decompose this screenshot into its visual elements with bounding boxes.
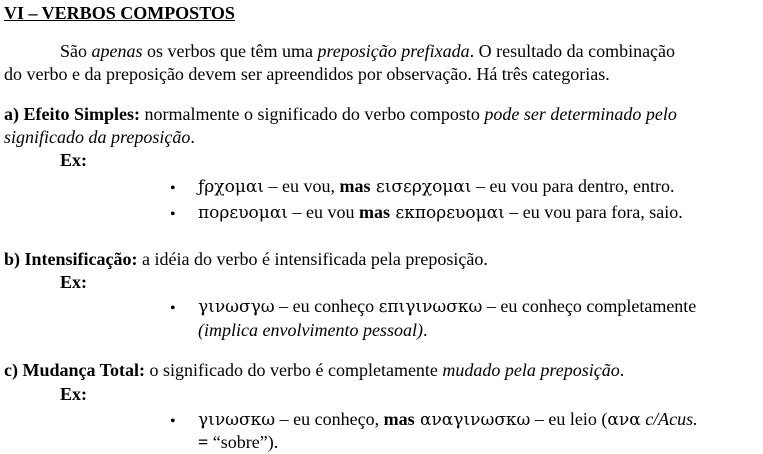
intro-emphasis: apenas xyxy=(91,41,143,61)
grammar-note: c/Acus. xyxy=(640,409,698,429)
example-a-2 xyxy=(198,201,683,225)
translation: – eu conheço completamente xyxy=(482,296,697,316)
category-b-heading: b) Intensificação: xyxy=(4,249,138,269)
intro-emphasis: preposição prefixada xyxy=(317,41,470,61)
category-c-text: o significado do verbo é completamente xyxy=(145,360,443,380)
category-a-line-2 xyxy=(4,126,195,149)
intro-line-1 xyxy=(60,40,675,63)
translation: – eu vou para fora, saio. xyxy=(504,202,683,222)
example-b-1 xyxy=(198,295,696,319)
category-a-emphasis: pode ser determinado pelo xyxy=(484,104,677,124)
category-c-line-1 xyxy=(4,359,624,382)
contrast-word: mas xyxy=(358,202,390,222)
category-a-heading: a) Efeito Simples: xyxy=(4,104,140,124)
example-b-1-line-2 xyxy=(198,319,427,342)
translation: – eu vou, xyxy=(264,176,340,196)
note-emphasis: (implica envolvimento pessoal) xyxy=(198,320,423,340)
category-a-emphasis: significado da preposição xyxy=(4,127,191,147)
greek-word: γινωσγω xyxy=(198,297,275,317)
example-label-a: Ex: xyxy=(60,150,87,170)
bullet-icon: • xyxy=(170,300,176,317)
category-b-line-1 xyxy=(4,248,488,271)
example-a-1 xyxy=(198,175,674,199)
greek-word: ανα xyxy=(607,410,641,430)
translation: – eu conheço xyxy=(274,296,379,316)
contrast-word: mas xyxy=(339,176,371,196)
intro-text: . O resultado da combinação xyxy=(469,41,676,61)
greek-word: επιγινωσκω xyxy=(378,297,483,317)
greek-word: πορευομαι xyxy=(198,203,288,223)
category-c-emphasis: mudado pela preposição xyxy=(442,360,620,380)
example-label-b: Ex: xyxy=(60,272,87,292)
intro-line-2: do verbo e da preposição devem ser apreendidos por observação. Há três categorias. xyxy=(4,64,610,84)
translation: – eu leio ( xyxy=(530,409,608,429)
translation: “sobre”). xyxy=(208,432,279,452)
greek-word: αναγινωσκω xyxy=(414,410,531,430)
example-c-1-line-2 xyxy=(198,431,278,454)
example-label-c: Ex: xyxy=(60,384,87,404)
category-a-line-1 xyxy=(4,103,677,126)
intro-text: os verbos que têm uma xyxy=(142,41,318,61)
category-a-text: normalmente o significado do verbo composto xyxy=(139,104,485,124)
bullet-icon: • xyxy=(170,413,176,430)
greek-word: εισερχομαι xyxy=(370,177,472,197)
equals-sign: = xyxy=(198,432,209,452)
greek-word: γινωσκω xyxy=(198,410,276,430)
example-c-1 xyxy=(198,408,698,432)
bullet-icon: • xyxy=(170,206,176,223)
contrast-word: mas xyxy=(383,409,415,429)
translation: – eu vou xyxy=(287,202,359,222)
bullet-icon: • xyxy=(170,180,176,197)
intro-text: São xyxy=(60,41,92,61)
category-c-heading: c) Mudança Total: xyxy=(4,360,146,380)
translation: – eu conheço, xyxy=(275,409,384,429)
translation: . xyxy=(422,320,428,340)
greek-word: εκπορευομαι xyxy=(389,203,505,223)
category-a-text: . xyxy=(190,127,195,147)
category-c-text: . xyxy=(619,360,625,380)
greek-word: ƒρχομαι xyxy=(198,177,265,197)
section-title: VI – VERBOS COMPOSTOS xyxy=(4,3,235,23)
translation: – eu vou para dentro, entro. xyxy=(471,176,675,196)
category-b-text: a idéia do verbo é intensificada pela preposição. xyxy=(137,249,488,269)
